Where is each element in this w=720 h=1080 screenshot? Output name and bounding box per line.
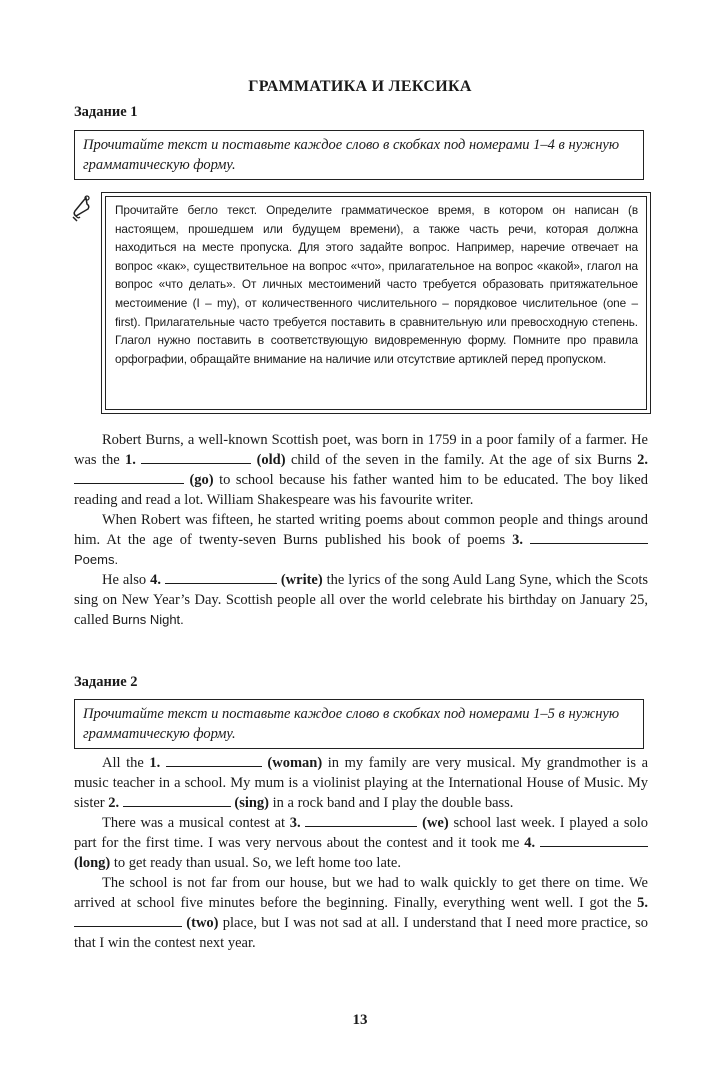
tip-box	[101, 192, 651, 414]
t2-gap-1-number: 1.	[149, 755, 161, 771]
t2-gap-1-blank[interactable]	[166, 754, 262, 767]
t2-gap-2-word: (sing)	[234, 795, 270, 811]
task1-paragraph-2: When Robert was fifteen, he started writing poems about common people and things around him. At the age of twenty-seven Burns published his book of poems 3. Poems.	[74, 512, 648, 567]
gap-4-blank[interactable]	[165, 571, 277, 584]
t2-gap-4-blank[interactable]	[540, 834, 648, 847]
gap-2-number: 2.	[637, 452, 648, 468]
t2-gap-1-word: (woman)	[267, 755, 323, 771]
gap-4-number: 4.	[150, 572, 161, 588]
gap-2-word: (go)	[189, 472, 214, 488]
task2-text	[74, 753, 648, 953]
gap-3-blank[interactable]	[530, 531, 648, 544]
t2-gap-4-word: (long)	[74, 855, 111, 871]
gap-2-blank[interactable]	[74, 471, 184, 484]
gap-1-word: (old)	[256, 452, 286, 468]
t2-gap-3-word: (we)	[422, 815, 449, 831]
t2-gap-5-blank[interactable]	[74, 914, 182, 927]
t2-gap-2-number: 2.	[108, 795, 120, 811]
bell-icon	[70, 194, 96, 224]
task2-paragraph-1: All the 1. (woman) in my family are very musical. My grandmother is a music teacher in a school. My mum is a violinist playing at the International House of Music. My sister 2. (sing) in a rock band and I play the double bass.	[74, 755, 649, 811]
gap-1-number: 1.	[124, 452, 136, 468]
gap-3-number: 3.	[512, 532, 523, 548]
task1-paragraph-1: Robert Burns, a well-known Scottish poet, was born in 1759 in a poor family of a farmer. He was the 1. (old) child of the seven in the family. At the age of six Burns 2. (go) to school because his father wanted him to be educated. The boy liked reading and read a lot. William Shakespeare was his favourite writer.	[74, 432, 648, 508]
t2-gap-3-blank[interactable]	[305, 814, 417, 827]
section-title: ГРАММАТИКА И ЛЕКСИКА	[248, 78, 472, 95]
task1-text	[74, 430, 648, 630]
tip-text: Прочитайте бегло текст. Определите грамматическое время, в котором он написан (в настоящем, прошедшем или будущем времени), а также часть речи, которая должна находиться на месте пропуска. Для этого задайте вопрос. Например, наречие отвечает на вопрос «как», существительное на вопрос «что», прилагательное на вопрос «какой», глагол на вопрос «что делать». От личных местоимений часто требуется образовать притяжательное местоимение (I – my), от количественного числительного – порядковое числительное (one – first). Прилагательные часто требуется поставить в сравнительную или превосходную степень. Глагол нужно поставить в соответствующую видовременную форму. Помните про правила орфографии, обращайте внимание на наличие или отсутствие артиклей перед пропуском.	[105, 196, 647, 410]
gap-4-word: (write)	[280, 572, 323, 588]
t2-gap-4-number: 4.	[524, 835, 536, 851]
task1-heading: Задание 1	[74, 104, 138, 120]
task2-instruction: Прочитайте текст и поставьте каждое слово в скобках под номерами 1–5 в нужную грамматическую форму.	[74, 699, 644, 749]
task1-paragraph-3: He also 4. (write) the lyrics of the song Auld Lang Syne, which the Scots sing on New Year’s Day. Scottish people all over the world celebrate his birthday on January 25, called Burns Night.	[74, 572, 649, 628]
t2-gap-2-blank[interactable]	[123, 794, 231, 807]
gap-1-blank[interactable]	[141, 451, 251, 464]
page-number: 13	[352, 1012, 368, 1028]
t2-gap-5-word: (two)	[186, 915, 219, 931]
t2-gap-3-number: 3.	[289, 815, 301, 831]
task2-paragraph-2: There was a musical contest at 3. (we) school last week. I played a solo part for the first time. I was very nervous about the contest and it took me 4. (long) to get ready than usual. So, we left home too late.	[74, 815, 649, 871]
t2-gap-5-number: 5.	[637, 895, 648, 911]
task2-heading: Задание 2	[74, 674, 138, 690]
task2-paragraph-3: The school is not far from our house, but we had to walk quickly to get there on time. We arrived at school five minutes before the beginning. Finally, everything went well. I got the 5. (two) place, but I was not sad at all. I understand that I need more practice, so that I win the contest next year.	[74, 875, 649, 951]
task1-instruction: Прочитайте текст и поставьте каждое слово в скобках под номерами 1–4 в нужную грамматическую форму.	[74, 130, 644, 180]
